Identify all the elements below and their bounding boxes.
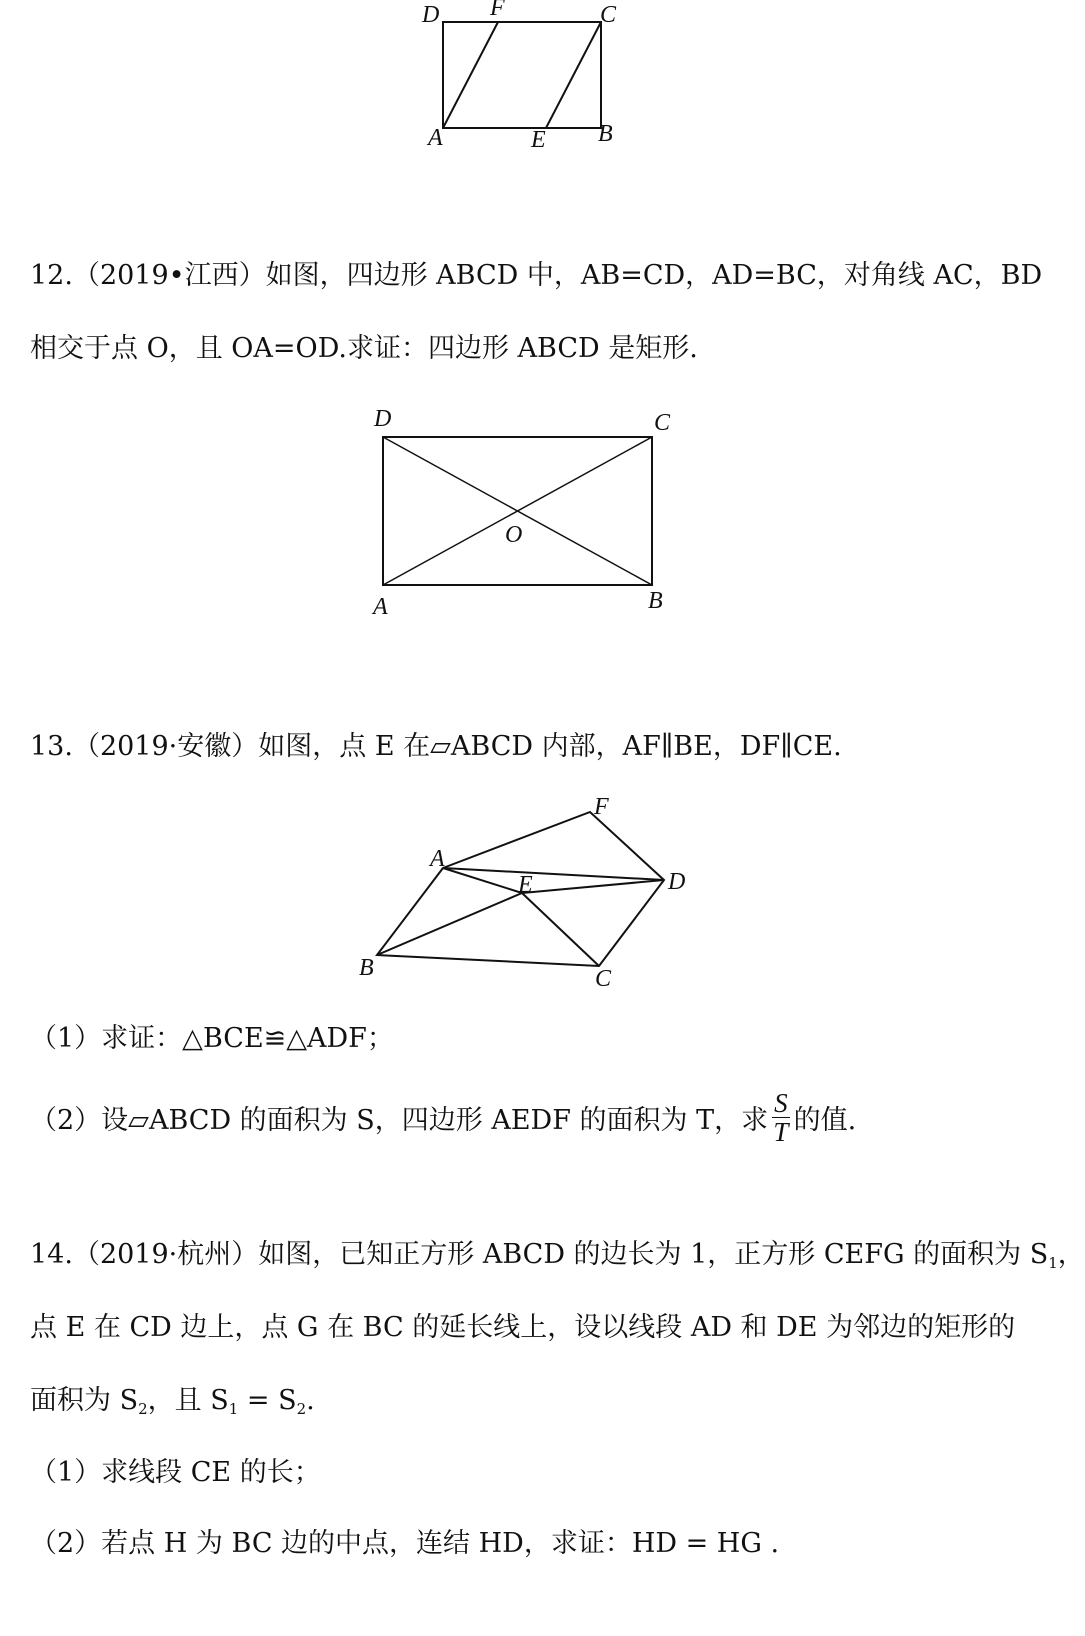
q14-line3-mid: ，且 S: [147, 1385, 229, 1416]
segment-af: [443, 22, 498, 128]
label-d: D: [374, 406, 392, 432]
q14-part2: （2）若点 H 为 BC 边的中点，连结 HD，求证：HD = HG .: [30, 1528, 780, 1559]
rectangle-abcd: [443, 22, 601, 128]
fraction-s-over-t: [772, 1089, 790, 1146]
label-c: C: [600, 2, 617, 28]
figure-rectangle-parallelogram: [0, 0, 1080, 160]
label-o: O: [505, 522, 523, 548]
label-e: E: [531, 127, 546, 153]
q13-part2-end: 的值.: [793, 1105, 857, 1136]
segment-ec: [522, 893, 599, 966]
label-c: C: [654, 410, 671, 436]
q14-line2: 点 E 在 CD 边上，点 G 在 BC 的延长线上，设以线段 AD 和 DE 为邻边的矩形的: [30, 1312, 1016, 1343]
label-d: D: [422, 2, 440, 28]
label-a: A: [430, 846, 445, 872]
label-a: A: [373, 594, 388, 620]
q12-line2: 相交于点 O，且 OA=OD.求证：四边形 ABCD 是矩形.: [30, 333, 698, 364]
segment-ed: [522, 880, 664, 893]
q14-line3-sub3: 2: [296, 1400, 307, 1418]
label-a: A: [428, 125, 443, 151]
q13-line1: 13.（2019·安徽）如图，点 E 在▱ABCD 内部，AF∥BE，DF∥CE.: [30, 731, 842, 762]
figure-parallelogram-point-e: [0, 790, 1080, 990]
q14-line1: [30, 1237, 1085, 1281]
label-b: B: [359, 955, 374, 981]
q13-part1: （1）求证：△BCE≌△ADF；: [30, 1023, 394, 1054]
q14-line3-end: .: [306, 1385, 315, 1416]
q13-part2-text: （2）设▱ABCD 的面积为 S，四边形 AEDF 的面积为 T，求: [30, 1105, 769, 1136]
label-b: B: [648, 588, 663, 614]
q14-line3-sub2: 1: [228, 1400, 239, 1418]
segment-ec: [546, 22, 601, 128]
label-b: B: [598, 121, 613, 147]
q14-line1-end: ，: [1057, 1239, 1085, 1270]
q14-part1: （1）求线段 CE 的长；: [30, 1457, 321, 1488]
q14-line1-text: 14.（2019·杭州）如图，已知正方形 ABCD 的边长为 1，正方形 CEFG 的面积为 S: [30, 1239, 1049, 1270]
fraction-denominator: T: [773, 1117, 789, 1147]
q14-line3-sub1: 2: [138, 1400, 148, 1418]
q14-line3-eq: = S: [238, 1385, 297, 1416]
label-d: D: [668, 869, 686, 895]
fraction-numerator: S: [774, 1088, 788, 1118]
label-f: F: [490, 0, 505, 21]
label-e: E: [518, 872, 533, 898]
label-f: F: [594, 794, 609, 820]
label-c: C: [595, 966, 612, 992]
q14-line1-sub: 1: [1048, 1254, 1058, 1272]
figure-rectangle-diagonals: [0, 400, 1080, 625]
segment-be: [377, 893, 522, 955]
q13-part2: [30, 1088, 857, 1150]
q14-line3: [30, 1383, 315, 1427]
q12-line1: 12.（2019•江西）如图，四边形 ABCD 中，AB=CD，AD=BC，对角线 AC，BD: [30, 260, 1043, 291]
q14-line3-text: 面积为 S: [30, 1385, 139, 1416]
